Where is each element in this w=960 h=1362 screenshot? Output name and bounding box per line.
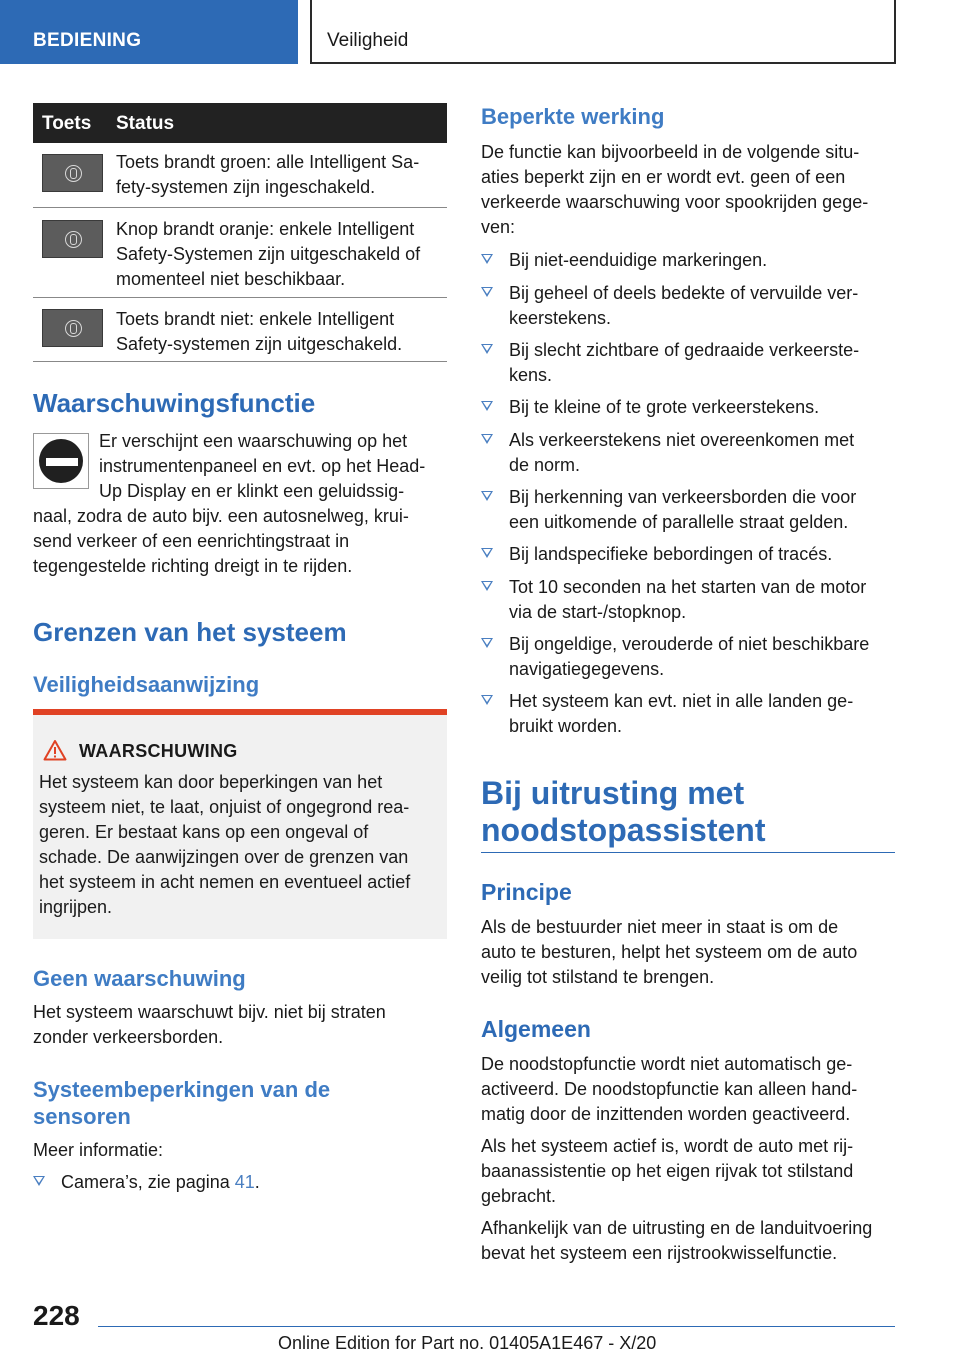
list-item-text: Bij herkenning van verkeersborden die voor een uitkomende of parallelle straat gelden. xyxy=(509,487,857,532)
table-row xyxy=(33,208,447,298)
list-item-text: Tot 10 seconden na het starten van de motor via de start-/stopknop. xyxy=(509,577,867,622)
algemeen-text: De noodstopfunctie wordt niet automatisch ge- xyxy=(481,1054,853,1074)
heading-noodstop-1: Bij uitrusting met xyxy=(481,775,745,811)
table-row xyxy=(33,143,447,208)
list-item xyxy=(481,281,895,331)
list-item xyxy=(481,632,895,682)
list-item-text: Het systeem kan evt. niet in alle landen ge- bruikt worden. xyxy=(509,691,854,736)
warning-box xyxy=(33,709,447,939)
waarschuwing-text-3: Up Display en er klinkt een geluidssig- xyxy=(99,481,405,501)
list-item-text: Bij niet-eenduidige markeringen. xyxy=(509,250,768,270)
beperkt-text-2: aties beperkt zijn en er wordt evt. geen of een xyxy=(481,167,846,187)
principe-text-2: auto te besturen, helpt het systeem om de auto xyxy=(481,942,858,962)
algemeen-text: Afhankelijk van de uitrusting en de landuitvoering xyxy=(481,1218,873,1238)
section-tab xyxy=(0,0,298,64)
geen-text-1: Het systeem waarschuwt bijv. niet bij straten xyxy=(33,1002,386,1022)
table-row xyxy=(33,298,447,362)
bullet-triangle-icon xyxy=(33,1176,45,1186)
footer-edition: Online Edition for Part no. 01405A1E467 - X/20 xyxy=(278,1333,657,1353)
geen-text-2: zonder verkeersborden. xyxy=(33,1027,224,1047)
safety-button-image xyxy=(42,154,103,192)
algemeen-text: baanassistentie op het eigen rijvak tot stilstand xyxy=(481,1161,854,1181)
waarschuwing-text-5: send verkeer of een eenrichtingstraat in xyxy=(33,531,350,551)
bullet-triangle-icon xyxy=(481,254,493,264)
list-item xyxy=(481,428,895,478)
list-item xyxy=(481,338,895,388)
list-item xyxy=(481,689,895,739)
table-header xyxy=(33,103,447,143)
beperkt-text-4: ven: xyxy=(481,217,516,237)
safety-button-image xyxy=(42,220,103,258)
waarschuwing-text-1: Er verschijnt een waarschuwing op het xyxy=(99,431,408,451)
heading-beperkte-werking: Beperkte werking xyxy=(481,104,665,129)
chapter-tab xyxy=(310,0,896,64)
list-item-text: Bij geheel of deels bedekte of vervuilde ver- keerstekens. xyxy=(509,283,859,328)
waarschuwing-text-2: instrumentenpaneel en evt. op het Head- xyxy=(99,456,426,476)
bullet-triangle-icon xyxy=(481,581,493,591)
safety-icon xyxy=(65,320,82,337)
section-label: BEDIENING xyxy=(33,30,142,51)
safety-button-image xyxy=(42,309,103,347)
list-item xyxy=(481,248,895,273)
beperkt-text-3: verkeerde waarschuwing voor spookrijden gege- xyxy=(481,192,869,212)
heading-veiligheidsaanwijzing: Veiligheidsaanwijzing xyxy=(33,672,260,697)
heading-principe: Principe xyxy=(481,879,572,905)
bullet-triangle-icon xyxy=(481,287,493,297)
heading-rule xyxy=(481,852,895,853)
row-status: Toets brandt niet: enkele Intelligent Safety-systemen zijn uitgeschakeld. xyxy=(116,309,403,354)
bullet-triangle-icon xyxy=(481,434,493,444)
list-item-text: Bij te kleine of te grote verkeerstekens. xyxy=(509,397,820,417)
bullet-triangle-icon xyxy=(481,638,493,648)
list-item-text: Bij landspecifieke bebordingen of tracés. xyxy=(509,544,833,564)
waarschuwing-text-6: tegengestelde richting dreigt in te rijden. xyxy=(33,556,353,576)
heading-sensoren-2: sensoren xyxy=(33,1104,131,1129)
row-status: Toets brandt groen: alle Intelligent Sa- fety-systemen zijn ingeschakeld. xyxy=(116,152,420,197)
list-item-text: Als verkeerstekens niet overeenkomen met de norm. xyxy=(509,430,855,475)
bullet-triangle-icon xyxy=(481,401,493,411)
algemeen-text: Als het systeem actief is, wordt de auto met rij- xyxy=(481,1136,854,1156)
principe-text-1: Als de bestuurder niet meer in staat is om de xyxy=(481,917,839,937)
safety-icon xyxy=(65,165,82,182)
sensoren-intro: Meer informatie: xyxy=(33,1140,164,1160)
heading-waarschuwingsfunctie: Waarschuwingsfunctie xyxy=(33,388,316,418)
no-entry-sign-icon xyxy=(33,433,89,489)
list-item: Camera’s, zie pagina 41. xyxy=(33,1170,447,1195)
list-item-text: Bij slecht zichtbare of gedraaide verkeerste- kens. xyxy=(509,340,860,385)
page-number: 228 xyxy=(33,1300,80,1331)
list-item xyxy=(481,575,895,625)
heading-grenzen: Grenzen van het systeem xyxy=(33,617,347,647)
bullet-triangle-icon xyxy=(481,548,493,558)
beperkt-text-1: De functie kan bijvoorbeeld in de volgende situ- xyxy=(481,142,860,162)
bullet-triangle-icon xyxy=(481,695,493,705)
bullet-triangle-icon xyxy=(481,344,493,354)
row-status: Knop brandt oranje: enkele Intelligent Safety-Systemen zijn uitgeschakeld of momenteel niet beschikbaar. xyxy=(116,219,421,289)
warning-triangle-icon xyxy=(43,739,67,761)
heading-noodstop-2: noodstopassistent xyxy=(481,812,766,848)
algemeen-text: bevat het systeem een rijstrookwisselfunctie. xyxy=(481,1243,838,1263)
col-toets: Toets xyxy=(42,113,92,134)
algemeen-text: activeerd. De noodstopfunctie kan alleen hand- xyxy=(481,1079,858,1099)
list-item-text: Bij ongeldige, verouderde of niet beschikbare navigatiegegevens. xyxy=(509,634,870,679)
list-item xyxy=(481,485,895,535)
heading-geen-waarschuwing: Geen waarschuwing xyxy=(33,966,246,991)
waarschuwing-text-4: naal, zodra de auto bijv. een autosnelweg, krui- xyxy=(33,506,409,526)
algemeen-text: matig door de inzittenden worden geactiveerd. xyxy=(481,1104,851,1124)
heading-sensoren-1: Systeembeperkingen van de xyxy=(33,1077,331,1102)
warning-label: WAARSCHUWING xyxy=(79,741,238,761)
page-link[interactable]: 41 xyxy=(234,1172,255,1192)
principe-text-3: veilig tot stilstand te brengen. xyxy=(481,967,715,987)
warning-text: Het systeem kan door beperkingen van het systeem niet, te laat, onjuist of ongegrond rea- geren. Er bestaat kans op een ongeval of schade. De aanwijzingen over de grenzen van het systeem in acht nemen en eventueel actief ingrijpen. xyxy=(39,772,411,917)
heading-algemeen: Algemeen xyxy=(481,1016,591,1042)
footer-rule xyxy=(98,1326,895,1327)
list-item xyxy=(481,542,895,567)
left-column xyxy=(33,103,447,1192)
chapter-label: Veiligheid xyxy=(327,30,409,51)
list-item xyxy=(481,395,895,420)
algemeen-text: gebracht. xyxy=(481,1186,557,1206)
bullet-triangle-icon xyxy=(481,491,493,501)
col-status: Status xyxy=(116,113,175,134)
safety-icon xyxy=(65,231,82,248)
